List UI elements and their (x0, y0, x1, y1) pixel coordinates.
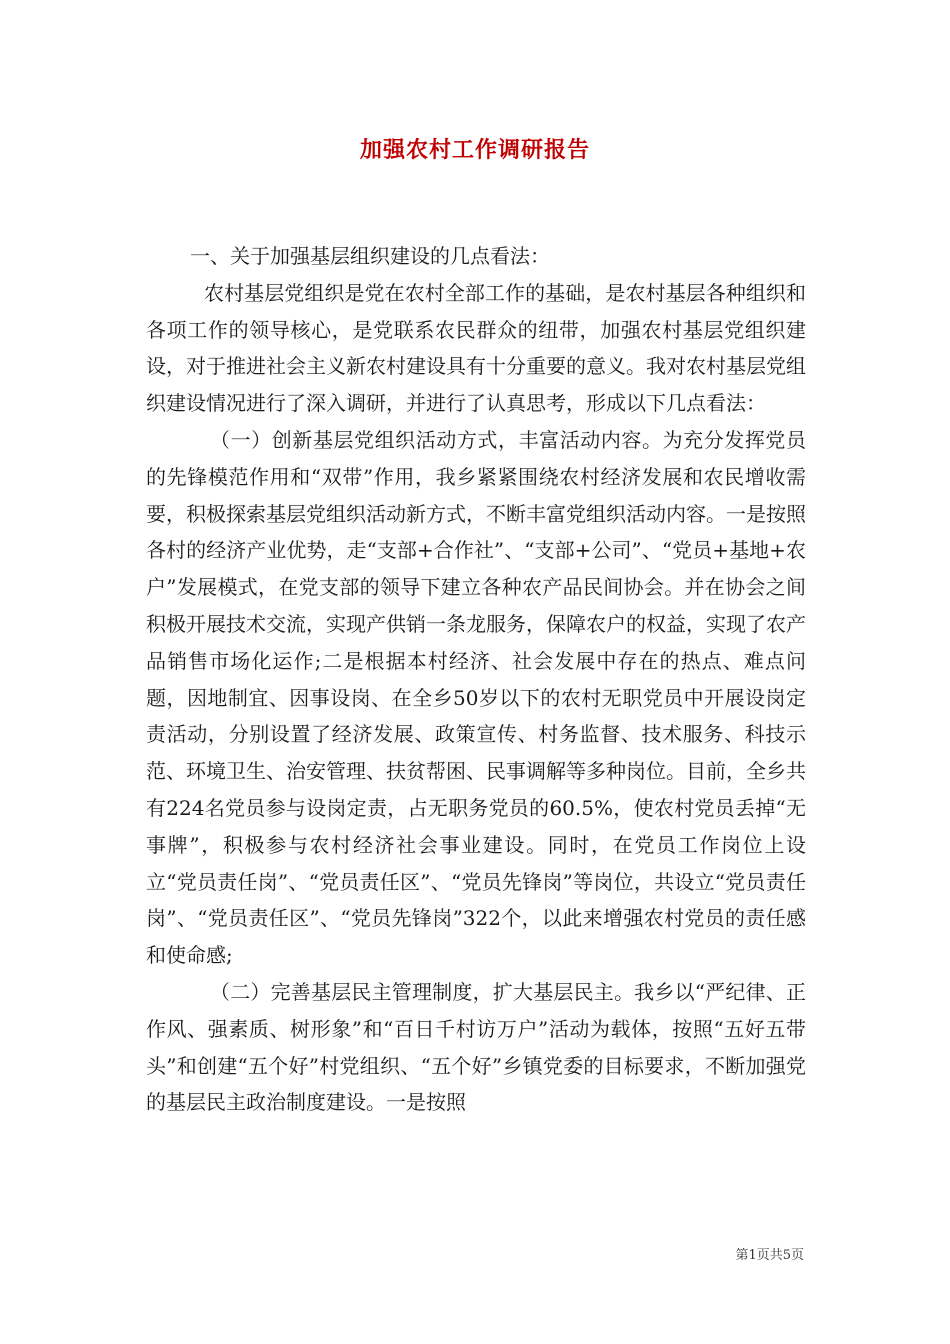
document-body (146, 238, 806, 1121)
paragraph-item-2: （二）完善基层民主管理制度，扩大基层民主。我乡以“严纪律、正作风、强素质、树形象”和“百日千村访万户”活动为载体，按照“五好五带头”和创建“五个好”村党组织、“五个好”乡镇党委的目标要求，不断加强党的基层民主政治制度建设。一是按照 (146, 979, 806, 1115)
document-title: 加强农村工作调研报告 (359, 137, 590, 163)
page-indicator: 第1页共5页 (735, 1248, 804, 1263)
paragraph-item-1: （一）创新基层党组织活动方式，丰富活动内容。为充分发挥党员的先锋模范作用和“双带”作用，我乡紧紧围绕农村经济发展和农民增收需要，积极探索基层党组织活动新方式，不断丰富党组织活动内容。一是按照各村的经济产业优势，走“支部+合作社”、“支部+公司”、“党员+基地+农户”发展模式，在党支部的领导下建立各种农产品民间协会。并在协会之间积极开展技术交流，实现产供销一条龙服务，保障农户的权益，实现了农产品销售市场化运作;二是根据本村经济、社会发展中存在的热点、难点问题，因地制宜、因事设岗、在全乡50岁以下的农村无职党员中开展设岗定责活动，分别设置了经济发展、政策宣传、村务监督、技术服务、科技示范、环境卫生、治安管理、扶贫帮困、民事调解等多种岗位。目前，全乡共有224名党员参与设岗定责，占无职务党员的60.5%，使农村党员丢掉“无事牌”，积极参与农村经济社会事业建设。同时，在党员工作岗位上设立“党员责任岗”、“党员责任区”、“党员先锋岗”等岗位，共设立“党员责任岗”、“党员责任区”、“党员先锋岗”322个，以此来增强农村党员的责任感和使命感; (146, 427, 806, 968)
paragraph-intro: 农村基层党组织是党在农村全部工作的基础，是农村基层各种组织和各项工作的领导核心，是党联系农民群众的纽带，加强农村基层党组织建设，对于推进社会主义新农村建设具有十分重要的意义。我对农村基层党组织建设情况进行了深入调研，并进行了认真思考，形成以下几点看法： (146, 280, 806, 416)
section-heading: 一、关于加强基层组织建设的几点看法： (190, 244, 550, 268)
